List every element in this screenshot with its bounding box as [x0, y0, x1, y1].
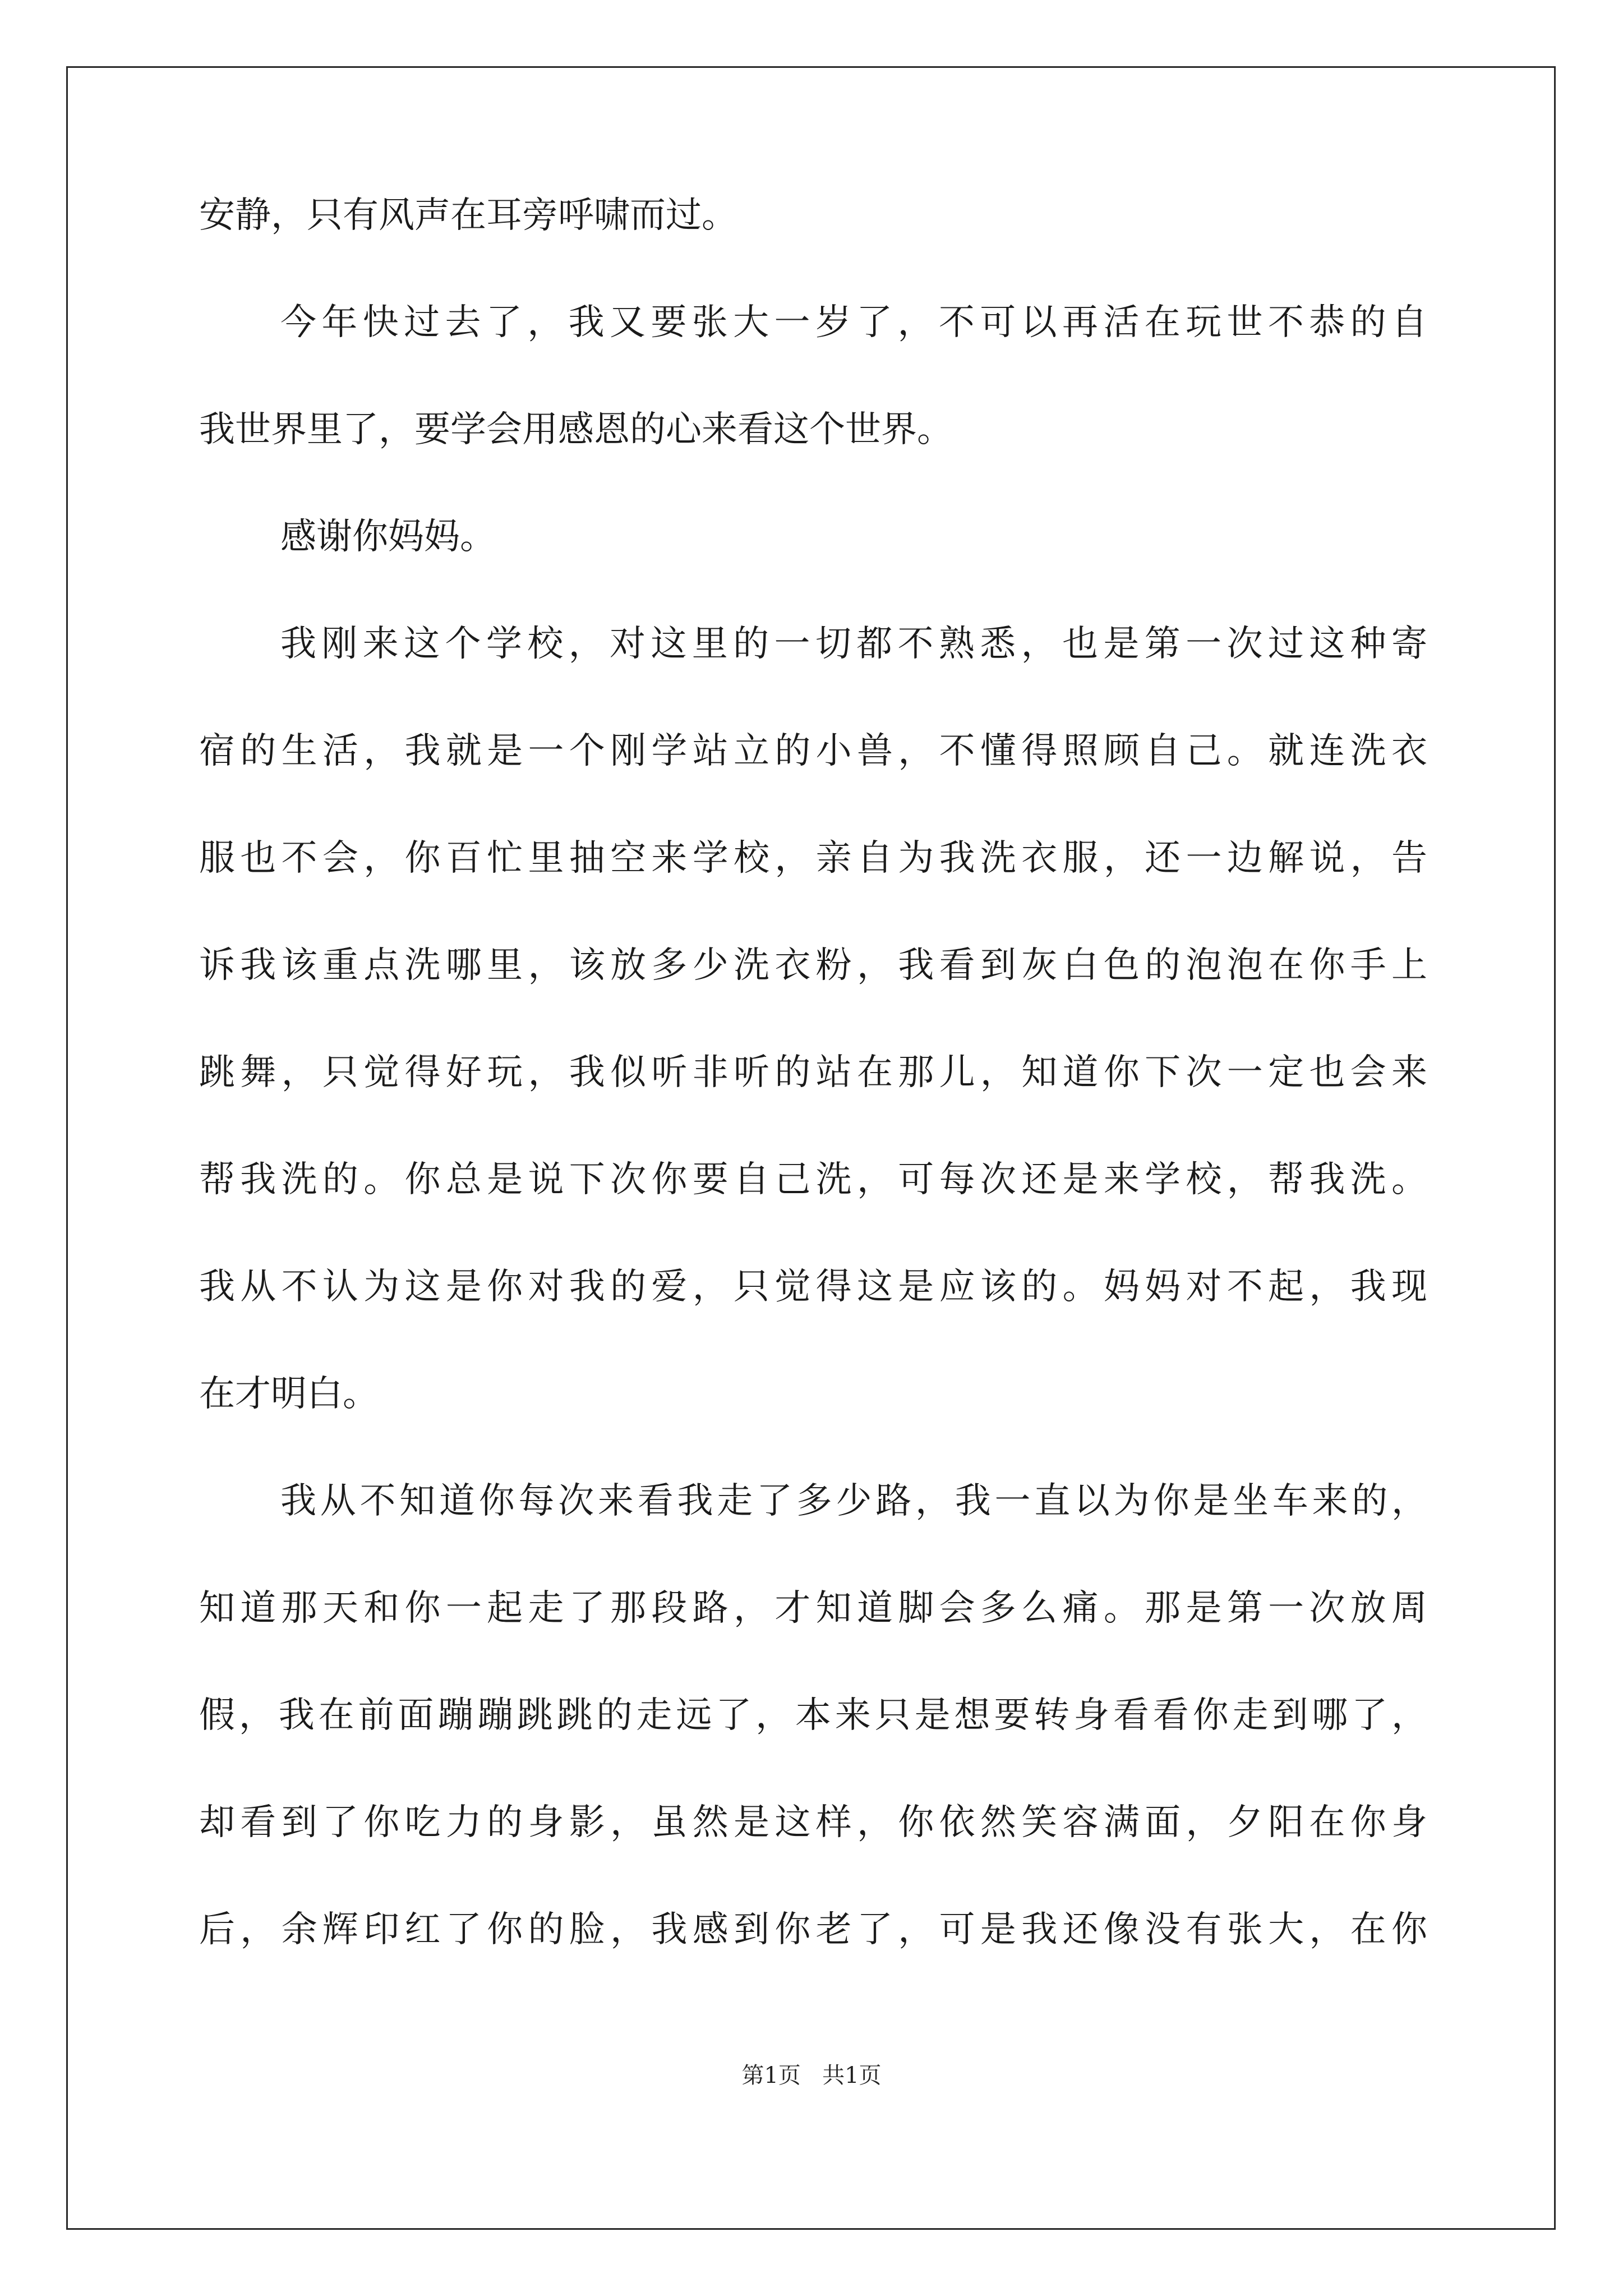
- text-line-15: 假，我在前面蹦蹦跳跳的走远了，本来只是想要转身看看你走到哪了，: [199, 1695, 1427, 1736]
- text-line-12: 在才明白。: [199, 1373, 379, 1415]
- text-line-16: 却看到了你吃力的身影，虽然是这样，你依然笑容满面，夕阳在你身: [199, 1802, 1427, 1843]
- text-line-17: 后，余辉印红了你的脸，我感到你老了，可是我还像没有张大，在你: [199, 1909, 1427, 1950]
- text-line-13: 我从不知道你每次来看我走了多少路，我一直以为你是坐车来的，: [280, 1480, 1427, 1522]
- text-line-2: 今年快过去了，我又要张大一岁了，不可以再活在玩世不恭的自: [280, 302, 1427, 343]
- text-line-10: 帮我洗的。你总是说下次你要自己洗，可每次还是来学校，帮我洗。: [199, 1159, 1427, 1200]
- document-body: [199, 197, 1427, 2019]
- text-line-9: 跳舞，只觉得好玩，我似听非听的站在那儿，知道你下次一定也会来: [199, 1052, 1427, 1093]
- text-line-3: 我世界里了，要学会用感恩的心来看这个世界。: [199, 409, 953, 450]
- text-line-5: 我刚来这个学校，对这里的一切都不熟悉，也是第一次过这种寄: [280, 623, 1427, 665]
- text-line-14: 知道那天和你一起走了那段路，才知道脚会多么痛。那是第一次放周: [199, 1588, 1427, 1629]
- text-line-6: 宿的生活，我就是一个刚学站立的小兽，不懂得照顾自己。就连洗衣: [199, 730, 1427, 772]
- page-number: 第1页: [741, 2063, 801, 2088]
- text-line-1: 安静，只有风声在耳旁呼啸而过。: [199, 195, 737, 236]
- page-total: 共1页: [822, 2063, 882, 2088]
- text-line-8: 诉我该重点洗哪里，该放多少洗衣粉，我看到灰白色的泡泡在你手上: [199, 945, 1427, 986]
- text-line-11: 我从不认为这是你对我的爱，只觉得这是应该的。妈妈对不起，我现: [199, 1266, 1427, 1308]
- page-footer: [0, 2063, 1623, 2088]
- text-line-7: 服也不会，你百忙里抽空来学校，亲自为我洗衣服，还一边解说，告: [199, 838, 1427, 879]
- text-line-4: 感谢你妈妈。: [280, 516, 496, 558]
